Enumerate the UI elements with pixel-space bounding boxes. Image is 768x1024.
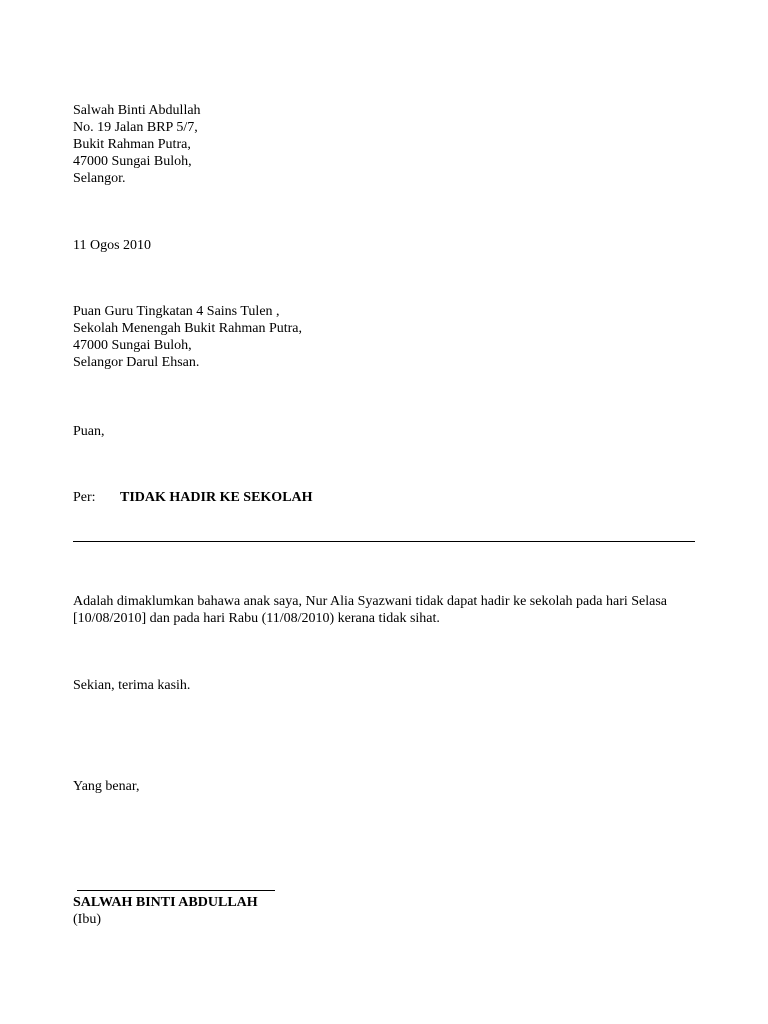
sign-off: Yang benar, xyxy=(73,779,140,794)
signer-name: SALWAH BINTI ABDULLAH xyxy=(73,895,258,910)
sender-name: Salwah Binti Abdullah xyxy=(73,103,201,118)
subject-label: Per: xyxy=(73,490,96,505)
signer-relation: (Ibu) xyxy=(73,912,101,927)
recipient-line: Sekolah Menengah Bukit Rahman Putra, xyxy=(73,321,303,336)
recipient-line: Puan Guru Tingkatan 4 Sains Tulen , xyxy=(73,304,280,319)
closing-line: Sekian, terima kasih. xyxy=(73,678,191,693)
subject-title: TIDAK HADIR KE SEKOLAH xyxy=(120,490,313,505)
sender-address-line: 47000 Sungai Buloh, xyxy=(73,154,192,169)
subject-divider xyxy=(73,541,695,542)
sender-address-line: Selangor. xyxy=(73,171,126,186)
recipient-line: 47000 Sungai Buloh, xyxy=(73,338,192,353)
sender-address xyxy=(73,102,201,187)
letter-date: 11 Ogos 2010 xyxy=(73,238,152,253)
signature-line xyxy=(77,890,275,891)
signer-block xyxy=(73,894,258,928)
subject-line xyxy=(73,489,313,506)
recipient-line: Selangor Darul Ehsan. xyxy=(73,355,200,370)
sender-address-line: Bukit Rahman Putra, xyxy=(73,137,191,152)
sender-address-line: No. 19 Jalan BRP 5/7, xyxy=(73,120,198,135)
recipient-address xyxy=(73,303,302,371)
salutation: Puan, xyxy=(73,424,105,439)
body-paragraph: Adalah dimaklumkan bahawa anak saya, Nur Alia Syazwani tidak dapat hadir ke sekolah pada hari Selasa [10/08/2010] dan pada hari Rabu (11/08/2010) kerana tidak sihat. xyxy=(73,594,668,626)
